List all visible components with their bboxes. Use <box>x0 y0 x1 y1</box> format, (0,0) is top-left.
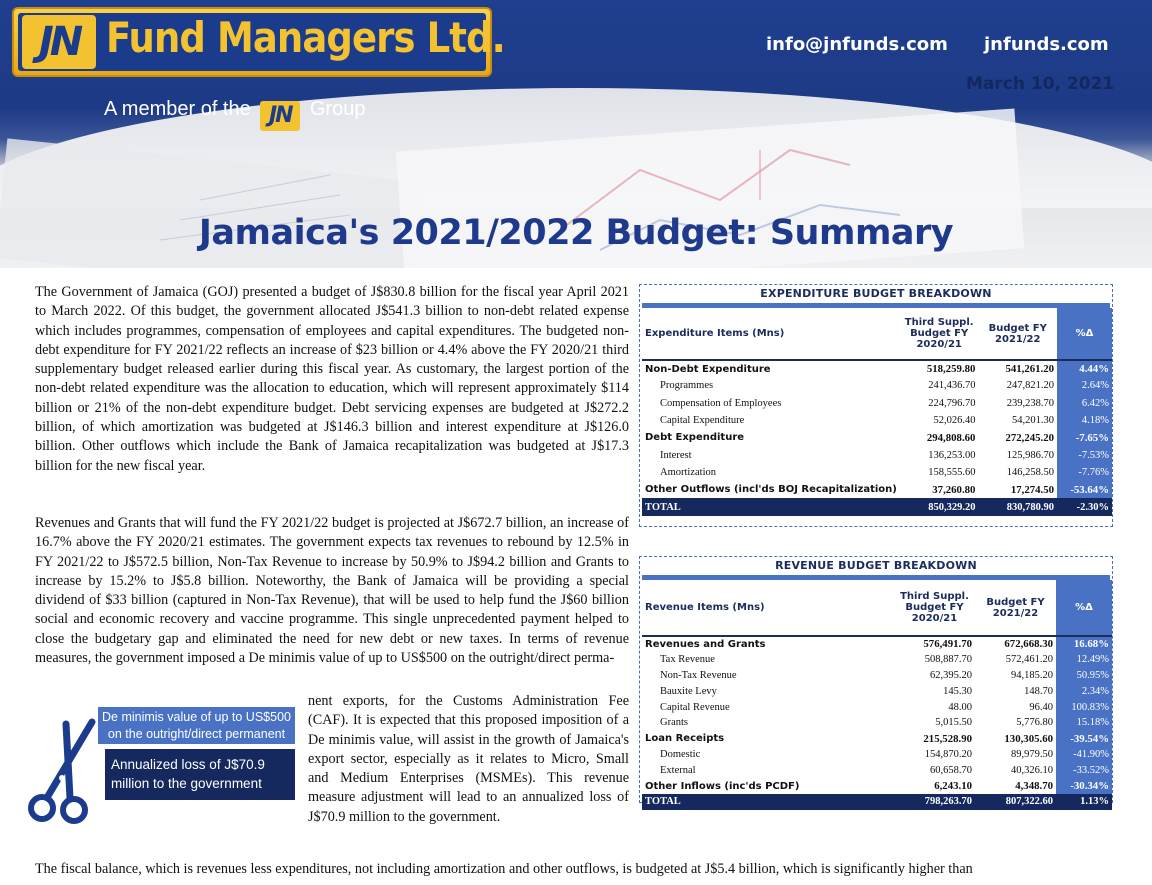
row-value-prior: 52,026.40 <box>933 415 976 427</box>
row-label: Debt Expenditure <box>645 432 745 444</box>
paragraph-revenue: Revenues and Grants that will fund the FY 2021/22 budget is projected at J$672.7 billion, an increase of 16.7% above the FY 2020/21 estimates. The government expects tax revenues to rebound by 12.5% in FY 2021/22 to J$572.5 billion, Non-Tax Revenue to increase by 50.9% to J$94.2 billion and Grants to increase by 15.2% to J$5.8 billion. Noteworthy, the Bank of Jamaica will be providing a special dividend of $33 billion (captured in Non-Tax Revenue), that will be used to help fund the J$60 billion social and economic recovery and vaccine programme. This single unprecedented payment helped to close the budgetary gap and eliminated the need for new debt or new taxes. In terms of revenue measures, the government imposed a De minimis value of up to US$500 on the outright/direct perma- <box>35 515 629 667</box>
row-label: Capital Revenue <box>660 701 730 713</box>
row-label: TOTAL <box>642 498 900 515</box>
row-value-budget: 17,274.50 <box>1010 483 1055 496</box>
page-title: Jamaica's 2021/2022 Budget: Summary <box>198 213 954 253</box>
contact-website[interactable]: jnfunds.com <box>984 34 1109 55</box>
column-header-budget: Budget FY 2021/22 <box>988 322 1047 345</box>
row-value-change: -7.65% <box>1057 429 1112 446</box>
row-value-budget: 125,986.70 <box>1006 449 1055 461</box>
column-header-item: Expenditure Items (Mns) <box>645 328 785 339</box>
scissors-icon <box>26 718 102 828</box>
row-value-change: 50.95% <box>1056 668 1112 684</box>
row-value-change: 2.64% <box>1057 377 1112 394</box>
row-label: External <box>660 764 696 776</box>
row-value-budget: 5,776.80 <box>1016 717 1053 729</box>
table-total-row <box>642 794 1112 810</box>
table-row <box>642 412 1112 429</box>
paragraph-expenditure: The Government of Jamaica (GOJ) presented a budget of J$830.8 billion for the fiscal year April 2021 to March 2022. Of this budget, the government allocated J$541.3 billion to non-debt related expense which includes programmes, compensation of employees and capital expenditures. The budgeted non-debt expenditure for FY 2021/22 reflects an increase of $23 billion or 4.4% above the FY 2020/21 third supplementary budget released earlier during this fiscal year. As customary, the largest portion of the non-debt related expenditure was the allocation to education, which will represent approximately $114 billion or 21% of the non-debt expenditure budget. Debt servicing expenses are budgeted at J$272.2 billion, of which amortization was budgeted at J$146.3 billion and interest expenditure at J$126.0 billion. Other outflows which include the Bank of Jamaica recapitalization was budgeted at J$17.3 billion for the new fiscal year. <box>35 284 629 474</box>
column-header-budget: Budget FY 2021/22 <box>986 596 1045 619</box>
row-value-change: 15.18% <box>1056 715 1112 731</box>
row-value-budget: 4,348.70 <box>1015 780 1053 793</box>
row-label: Programmes <box>660 380 714 392</box>
row-value-change: -30.34% <box>1056 778 1112 794</box>
member-logo-mark: JN <box>260 101 300 131</box>
row-label: Amortization <box>660 466 716 478</box>
row-value-change: -2.30% <box>1057 498 1112 515</box>
row-label: Non-Debt Expenditure <box>645 363 771 375</box>
table-row <box>642 715 1112 731</box>
row-value-prior: 5,015.50 <box>935 717 972 729</box>
row-value-change: 4.18% <box>1057 412 1112 429</box>
row-value-change: 4.44% <box>1057 360 1112 377</box>
row-value-change: 2.34% <box>1056 683 1112 699</box>
row-value-change: 12.49% <box>1056 652 1112 668</box>
column-header-prior: Third Suppl. Budget FY 2020/21 <box>904 317 974 350</box>
row-value-prior: 241,436.70 <box>928 380 976 392</box>
column-header-item: Revenue Items (Mns) <box>645 602 765 613</box>
row-label: Grants <box>660 717 688 729</box>
row-value-change: -33.52% <box>1056 762 1112 778</box>
row-value-prior: 60,658.70 <box>930 764 972 776</box>
row-value-budget: 239,238.70 <box>1006 397 1055 409</box>
column-header-change: %Δ <box>1057 308 1112 360</box>
table-row <box>642 652 1112 668</box>
table-row <box>642 446 1112 463</box>
row-value-prior: 508,887.70 <box>924 654 972 666</box>
table-row <box>642 636 1112 652</box>
row-value-prior: 6,243.10 <box>934 780 972 793</box>
publication-date: March 10, 2021 <box>966 74 1115 94</box>
row-value-prior: 576,491.70 <box>923 638 972 651</box>
logo-mark: JN <box>22 15 96 69</box>
row-label: Non-Tax Revenue <box>660 669 737 681</box>
row-value-prior: 136,253.00 <box>928 449 976 461</box>
company-logo <box>12 7 505 77</box>
revenue-table-panel <box>639 556 1113 808</box>
row-value-change: -41.90% <box>1056 747 1112 763</box>
member-tagline <box>104 98 365 131</box>
row-value-prior: 145.30 <box>943 685 972 697</box>
row-value-budget: 672,668.30 <box>1004 638 1053 651</box>
header-banner <box>0 0 1152 268</box>
row-value-budget: 130,305.60 <box>1004 732 1053 745</box>
column-header-prior: Third Suppl. Budget FY 2020/21 <box>900 591 969 624</box>
row-value-prior: 224,796.70 <box>928 397 976 409</box>
row-value-prior: 215,528.90 <box>923 732 972 745</box>
row-value-change: -39.54% <box>1056 731 1112 747</box>
row-value-prior: 158,555.60 <box>928 466 976 478</box>
row-label: Loan Receipts <box>645 733 725 745</box>
table-row <box>642 668 1112 684</box>
paragraph-fiscal-balance: The fiscal balance, which is revenues less expenditures, not including amortization and other outflows, is budgeted at J$5.4 billion, which is significantly higher than <box>35 861 973 877</box>
logo-text: Fund Managers Ltd. <box>106 13 505 62</box>
row-value-prior: 62,395.20 <box>930 669 972 681</box>
row-value-budget: 247,821.20 <box>1006 380 1055 392</box>
row-label: Capital Expenditure <box>660 415 745 427</box>
table-header-row <box>642 580 1112 636</box>
member-suffix: Group <box>309 98 366 120</box>
table-row <box>642 395 1112 412</box>
callout-annualized-loss: Annualized loss of J$70.9 million to the government <box>105 749 295 800</box>
table-row <box>642 360 1112 377</box>
row-value-change: -53.64% <box>1057 481 1112 498</box>
row-value-budget: 96.40 <box>1029 701 1053 713</box>
row-label: TOTAL <box>642 794 894 810</box>
row-value-budget: 148.70 <box>1024 685 1053 697</box>
table-row <box>642 481 1112 498</box>
expenditure-table-panel <box>639 284 1113 527</box>
row-value-prior: 48.00 <box>948 701 972 713</box>
row-value-budget: 54,201.30 <box>1012 415 1055 427</box>
row-value-budget: 146,258.50 <box>1006 466 1055 478</box>
row-value-prior: 850,329.20 <box>900 498 979 515</box>
revenue-table <box>642 580 1112 810</box>
table-row <box>642 778 1112 794</box>
row-value-change: 16.68% <box>1056 636 1112 652</box>
row-value-change: 6.42% <box>1057 395 1112 412</box>
row-value-prior: 518,259.80 <box>926 363 976 376</box>
row-value-budget: 40,326.10 <box>1011 764 1053 776</box>
callout-de-minimis: De minimis value of up to US$500 on the outright/direct permanent <box>98 707 295 744</box>
row-value-prior: 294,808.60 <box>926 431 976 444</box>
table-header-row <box>642 308 1112 360</box>
table-row <box>642 762 1112 778</box>
row-value-budget: 89,979.50 <box>1011 748 1053 760</box>
row-label: Domestic <box>660 748 701 760</box>
row-label: Compensation of Employees <box>660 397 782 409</box>
table-row <box>642 377 1112 394</box>
paragraph-de-minimis: nent exports, for the Customs Administration Fee (CAF). It is expected that this proposed imposition of a De minimis value, will assist in the growth of Jamaica's export sector, especially as it relates to Micro, Small and Medium Enterprises (MSMEs). This revenue measure adjustment will lead to an annualized loss of J$70.9 million to the government. <box>308 693 629 825</box>
row-label: Other Inflows (inc'ds PCDF) <box>645 780 800 792</box>
column-header-change: %Δ <box>1056 580 1112 636</box>
row-value-prior: 37,260.80 <box>932 483 976 496</box>
row-value-budget: 541,261.20 <box>1005 363 1055 376</box>
revenue-table-title: REVENUE BUDGET BREAKDOWN <box>775 559 977 572</box>
row-label: Other Outflows (incl'ds BOJ Recapitalization) <box>645 484 897 496</box>
row-value-change: -7.53% <box>1057 446 1112 463</box>
table-row <box>642 699 1112 715</box>
table-row <box>642 731 1112 747</box>
table-row <box>642 747 1112 763</box>
table-row <box>642 429 1112 446</box>
table-total-row <box>642 498 1112 515</box>
row-label: Revenues and Grants <box>645 638 766 650</box>
table-row <box>642 464 1112 481</box>
row-value-budget: 572,461.20 <box>1005 654 1053 666</box>
expenditure-table-title: EXPENDITURE BUDGET BREAKDOWN <box>760 287 992 300</box>
row-value-budget: 94,185.20 <box>1011 669 1053 681</box>
row-label: Bauxite Levy <box>660 685 717 697</box>
member-prefix: A member of the <box>104 98 251 120</box>
row-value-budget: 272,245.20 <box>1005 431 1055 444</box>
row-value-budget: 830,780.90 <box>978 498 1057 515</box>
row-value-change: 1.13% <box>1056 794 1112 810</box>
row-value-change: 100.83% <box>1056 699 1112 715</box>
row-value-budget: 807,322.60 <box>975 794 1056 810</box>
row-value-change: -7.76% <box>1057 464 1112 481</box>
table-row <box>642 683 1112 699</box>
row-label: Tax Revenue <box>660 654 715 666</box>
row-value-prior: 798,263.70 <box>894 794 975 810</box>
row-label: Interest <box>660 449 692 461</box>
contact-email[interactable]: info@jnfunds.com <box>766 34 948 55</box>
expenditure-table <box>642 308 1112 516</box>
row-value-prior: 154,870.20 <box>924 748 972 760</box>
